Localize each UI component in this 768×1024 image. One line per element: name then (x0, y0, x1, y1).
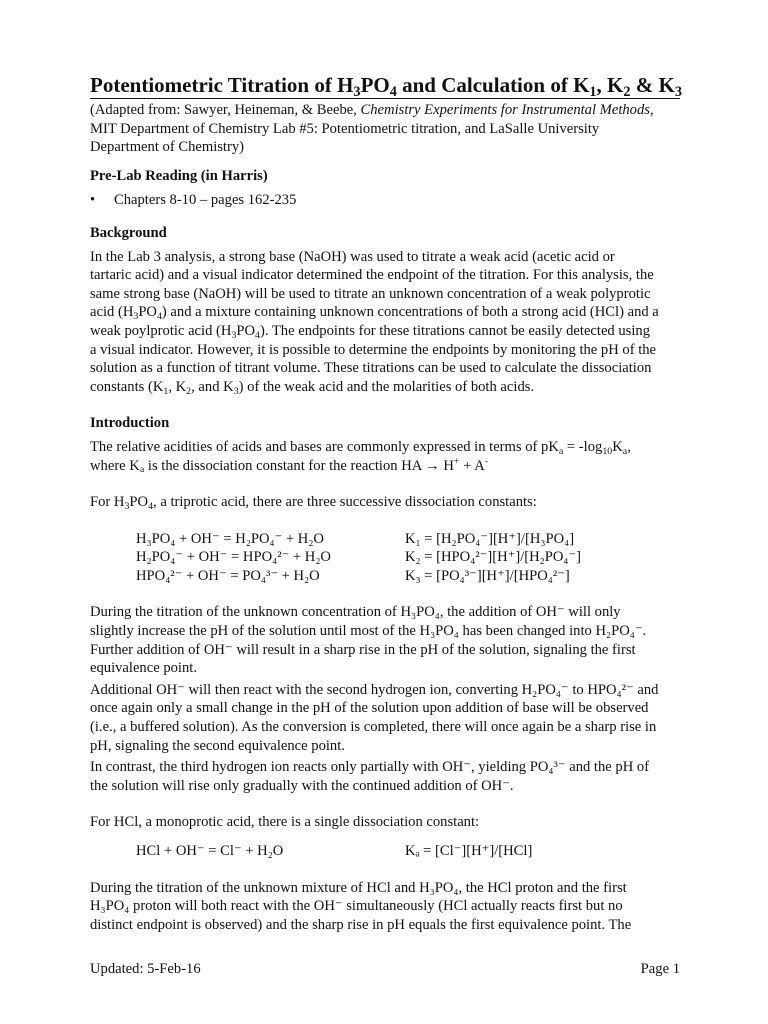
hcl-equation (136, 842, 680, 861)
equation-row (136, 548, 680, 567)
adapted-from-note: (Adapted from: Sawyer, Heineman, & Beebe, Chemistry Experiments for Instrumental Methods, MIT Department of Chemistry Lab #5: Potentiometric titration, and LaSalle University Department of Chemistry) (90, 102, 654, 156)
arrow-icon: → (425, 457, 440, 474)
k2-expression: K₂ = [HPO₄²⁻][H⁺]/[H₂PO₄⁻] (405, 549, 582, 566)
hcl-intro: For HCl, a monoprotic acid, there is a single dissociation constant: (90, 814, 480, 831)
titration-paragraph-1: During the titration of the unknown concentration of H₃PO₄, the addition of OH⁻ will only slightly increase the pH of the solution until most of the H₃PO₄ has been changed into H₂PO₄⁻. Further addition of OH⁻ will result in a sharp rise in the pH of the solution, signaling the first equivalence point. (90, 604, 647, 677)
reaction-3: HPO₄²⁻ + OH⁻ = PO₄³⁻ + H₂O (136, 567, 320, 584)
reaction-1: H₃PO₄ + OH⁻ = H₂PO₄⁻ + H₂O (136, 530, 324, 547)
document-page (90, 72, 680, 934)
hcl-reaction: HCl + OH⁻ = Cl⁻ + H₂O (136, 843, 284, 859)
background-heading: Background (90, 224, 167, 241)
prelab-bullet-text: Chapters 8-10 – pages 162-235 (114, 192, 297, 209)
background-paragraph: In the Lab 3 analysis, a strong base (NaOH) was used to titrate a weak acid (acetic acid or tartaric acid) and a visual indicator determined the endpoint of the titration. For this analysis, the same strong base (NaOH) will be used to titrate an unknown concentration of a weak polyprotic acid $(H_3PO_4)$ and a mixture containing unknown concentrations of both a strong acid (HCl) and a weak poylprotic acid $(H_3PO_4)$. The endpoints for these titrations cannot be easily detected using a visual indicator. However, it is possible to determine the endpoints by monitoring the pH of the solution as a function of titrant volume. These titrations can be used to calculate the dissociation constants ($K_1$, $K_2$, and $K_3$) of the weak acid and the molarities of both acids. (90, 248, 659, 397)
ka-expression: Kₐ = [Cl⁻][H⁺]/[HCl] (405, 843, 533, 859)
equation-row (136, 842, 680, 861)
titration-paragraph-4: During the titration of the unknown mixture of HCl and H₃PO₄, the HCl proton and the first H₃PO₄ proton will both react with the OH⁻ simultaneously (HCl actually reacts first but no distinct endpoint is observed) and the sharp rise in pH equals the first equivalence point. The (90, 879, 632, 933)
page-footer (90, 960, 680, 979)
introduction-paragraph: The relative acidities of acids and bases are commonly expressed in terms of $pK_a = -\log_{10}K_a$, where $K_a$ is the dissociation constant for the reaction HA → H+ + A- (90, 438, 631, 476)
dissociation-equations (136, 530, 680, 586)
triprotic-intro: For $H_3PO_4$, a triprotic acid, there are three successive dissociation constants: (90, 494, 537, 513)
prelab-bullet-item (90, 191, 680, 210)
page-number: Page 1 (640, 961, 680, 977)
k3-expression: K₃ = [PO₄³⁻][H⁺]/[HPO₄²⁻] (405, 567, 570, 584)
bullet-icon: • (90, 192, 96, 209)
titration-paragraph-2: Additional OH⁻ will then react with the second hydrogen ion, converting H₂PO₄⁻ to HPO₄²⁻ and once again only a small change in the pH of the solution upon addition of base will be observed (i.e., a buffered solution). As the conversion is completed, there will once again be a sharp rise in pH, signaling the second equivalence point. (90, 681, 659, 754)
introduction-heading: Introduction (90, 415, 170, 432)
updated-date: Updated: 5-Feb-16 (90, 961, 201, 977)
prelab-heading: Pre-Lab Reading (in Harris) (90, 167, 268, 184)
reaction-2: H₂PO₄⁻ + OH⁻ = HPO₄²⁻ + H₂O (136, 549, 331, 566)
page-title: Potentiometric Titration of $H_3PO_4$ and Calculation of $K_1$, $K_2$ & $K_3$ (90, 73, 682, 101)
equation-row (136, 567, 680, 586)
k1-expression: K₁ = [H₂PO₄⁻][H⁺]/[H₃PO₄] (405, 530, 575, 547)
titration-paragraph-3: In contrast, the third hydrogen ion reacts only partially with OH⁻, yielding PO₄³⁻ and the pH of the solution will rise only gradually with the continued addition of OH⁻. (90, 759, 650, 794)
equation-row (136, 530, 680, 549)
